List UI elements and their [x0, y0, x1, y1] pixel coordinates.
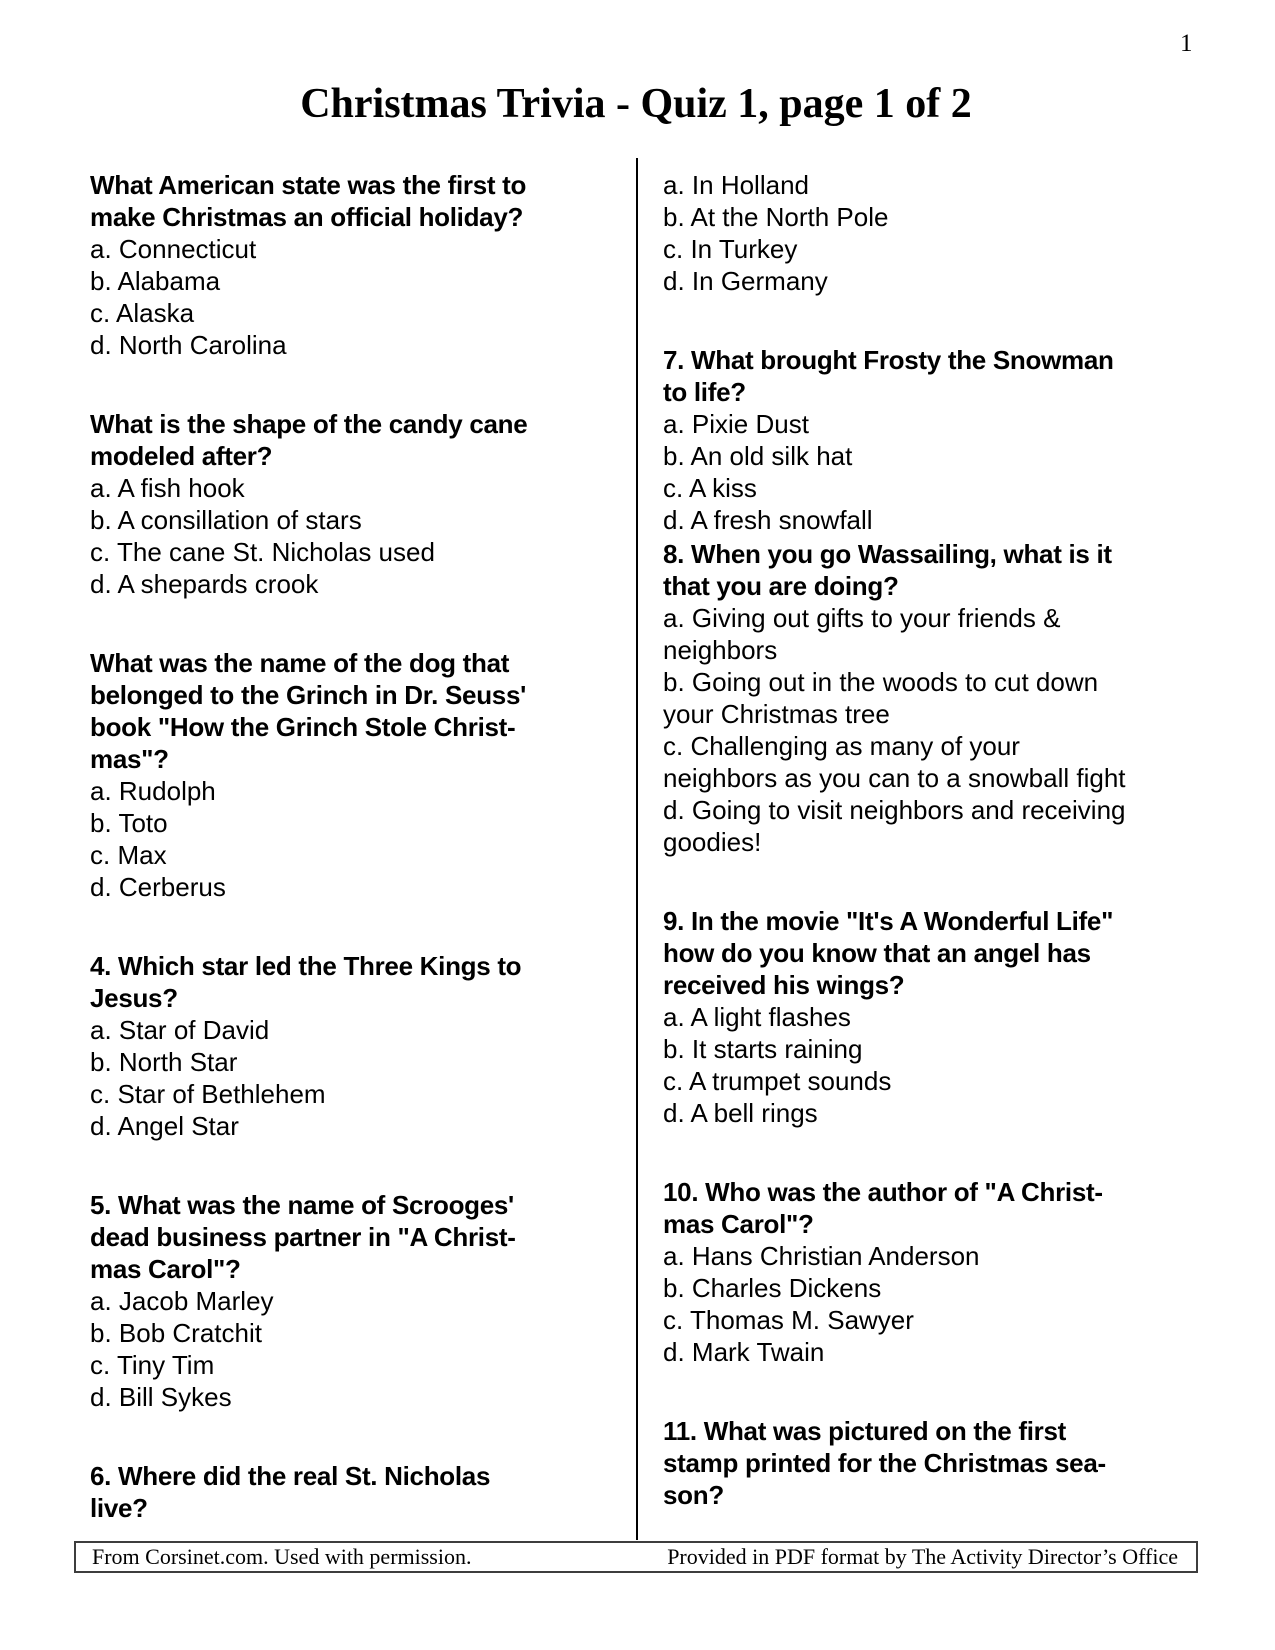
- answer-line: b. North Star: [90, 1047, 238, 1077]
- answer-line: b. It starts raining: [663, 1034, 863, 1064]
- question-line: 9. In the movie "It's A Wonderful Life": [663, 906, 1114, 936]
- quiz-block: [663, 1415, 1193, 1511]
- question-line: live?: [90, 1493, 148, 1523]
- quiz-block: [90, 1460, 620, 1524]
- question-line: received his wings?: [663, 970, 905, 1000]
- answer-line: c. Thomas M. Sawyer: [663, 1305, 914, 1335]
- answer-line: a. Star of David: [90, 1015, 270, 1045]
- answer-line: b. At the North Pole: [663, 202, 889, 232]
- quiz-block: [90, 1189, 620, 1413]
- question-line: modeled after?: [90, 441, 273, 471]
- question-line: What is the shape of the candy cane: [90, 409, 528, 439]
- column-divider-rule: [636, 158, 638, 1540]
- question-line: 8. When you go Wassailing, what is it: [663, 539, 1112, 569]
- quiz-column-right: [663, 169, 1193, 1511]
- page-number: 1: [1180, 30, 1193, 57]
- answer-line: c. Challenging as many of your: [663, 731, 1020, 761]
- question-line: mas Carol"?: [663, 1209, 814, 1239]
- answer-line: c. A kiss: [663, 473, 757, 503]
- answer-line: a. A fish hook: [90, 473, 245, 503]
- answer-line: a. A light flashes: [663, 1002, 851, 1032]
- answer-line: c. Tiny Tim: [90, 1350, 215, 1380]
- answer-line: d. A shepards crook: [90, 569, 319, 599]
- quiz-block: [90, 408, 620, 600]
- answer-line: d. Mark Twain: [663, 1337, 825, 1367]
- quiz-block: [90, 950, 620, 1142]
- question-line: What was the name of the dog that: [90, 648, 510, 678]
- page-title: Christmas Trivia - Quiz 1, page 1 of 2: [300, 81, 972, 127]
- quiz-block: [663, 905, 1193, 1129]
- question-line: 7. What brought Frosty the Snowman: [663, 345, 1114, 375]
- quiz-block: [663, 344, 1193, 536]
- answer-line: d. Bill Sykes: [90, 1382, 232, 1412]
- question-line: 6. Where did the real St. Nicholas: [90, 1461, 491, 1491]
- question-line: book "How the Grinch Stole Christ-: [90, 712, 516, 742]
- quiz-block: [90, 169, 620, 361]
- question-line: belonged to the Grinch in Dr. Seuss': [90, 680, 526, 710]
- question-line: how do you know that an angel has: [663, 938, 1091, 968]
- question-line: son?: [663, 1480, 724, 1510]
- answer-line: d. Cerberus: [90, 872, 226, 902]
- answer-line: d. Angel Star: [90, 1111, 239, 1141]
- answer-line: a. Hans Christian Anderson: [663, 1241, 980, 1271]
- answer-line: c. Alaska: [90, 298, 195, 328]
- question-line: 5. What was the name of Scrooges': [90, 1190, 514, 1220]
- footer-box: [74, 1541, 1198, 1573]
- answer-line: b. Alabama: [90, 266, 221, 296]
- footer-attribution-right: Provided in PDF format by The Activity Director’s Office: [667, 1544, 1178, 1569]
- answer-line: b. Bob Cratchit: [90, 1318, 262, 1348]
- footer-attribution-left: From Corsinet.com. Used with permission.: [92, 1544, 472, 1569]
- answer-line: a. In Holland: [663, 170, 809, 200]
- answer-line: a. Rudolph: [90, 776, 216, 806]
- answer-line: neighbors: [663, 635, 778, 665]
- answer-line: d. A bell rings: [663, 1098, 818, 1128]
- answer-line: d. North Carolina: [90, 330, 287, 360]
- answer-line: b. Charles Dickens: [663, 1273, 882, 1303]
- question-line: mas Carol"?: [90, 1254, 241, 1284]
- answer-line: c. Star of Bethlehem: [90, 1079, 326, 1109]
- question-line: 10. Who was the author of "A Christ-: [663, 1177, 1103, 1207]
- question-line: make Christmas an official holiday?: [90, 202, 524, 232]
- answer-line: neighbors as you can to a snowball fight: [663, 763, 1126, 793]
- answer-line: d. A fresh snowfall: [663, 505, 873, 535]
- question-line: Jesus?: [90, 983, 178, 1013]
- question-line: stamp printed for the Christmas sea-: [663, 1448, 1106, 1478]
- answer-line: b. An old silk hat: [663, 441, 853, 471]
- answer-line: a. Jacob Marley: [90, 1286, 274, 1316]
- answer-line: d. In Germany: [663, 266, 828, 296]
- quiz-block: [663, 1176, 1193, 1368]
- answer-line: goodies!: [663, 827, 762, 857]
- quiz-block: [663, 169, 1193, 297]
- answer-line: c. Max: [90, 840, 167, 870]
- question-line: What American state was the first to: [90, 170, 527, 200]
- answer-line: b. A consillation of stars: [90, 505, 362, 535]
- question-line: that you are doing?: [663, 571, 899, 601]
- quiz-block: [90, 647, 620, 903]
- answer-line: c. A trumpet sounds: [663, 1066, 892, 1096]
- answer-line: a. Giving out gifts to your friends &: [663, 603, 1061, 633]
- answer-line: b. Going out in the woods to cut down: [663, 667, 1099, 697]
- answer-line: your Christmas tree: [663, 699, 890, 729]
- answer-line: a. Pixie Dust: [663, 409, 809, 439]
- answer-line: c. The cane St. Nicholas used: [90, 537, 435, 567]
- answer-line: c. In Turkey: [663, 234, 798, 264]
- question-line: dead business partner in "A Christ-: [90, 1222, 516, 1252]
- question-line: to life?: [663, 377, 746, 407]
- quiz-block: [663, 538, 1193, 858]
- answer-line: b. Toto: [90, 808, 168, 838]
- quiz-column-left: [90, 169, 620, 1524]
- answer-line: d. Going to visit neighbors and receiving: [663, 795, 1126, 825]
- question-line: 11. What was pictured on the first: [663, 1416, 1066, 1446]
- question-line: 4. Which star led the Three Kings to: [90, 951, 522, 981]
- answer-line: a. Connecticut: [90, 234, 257, 264]
- question-line: mas"?: [90, 744, 169, 774]
